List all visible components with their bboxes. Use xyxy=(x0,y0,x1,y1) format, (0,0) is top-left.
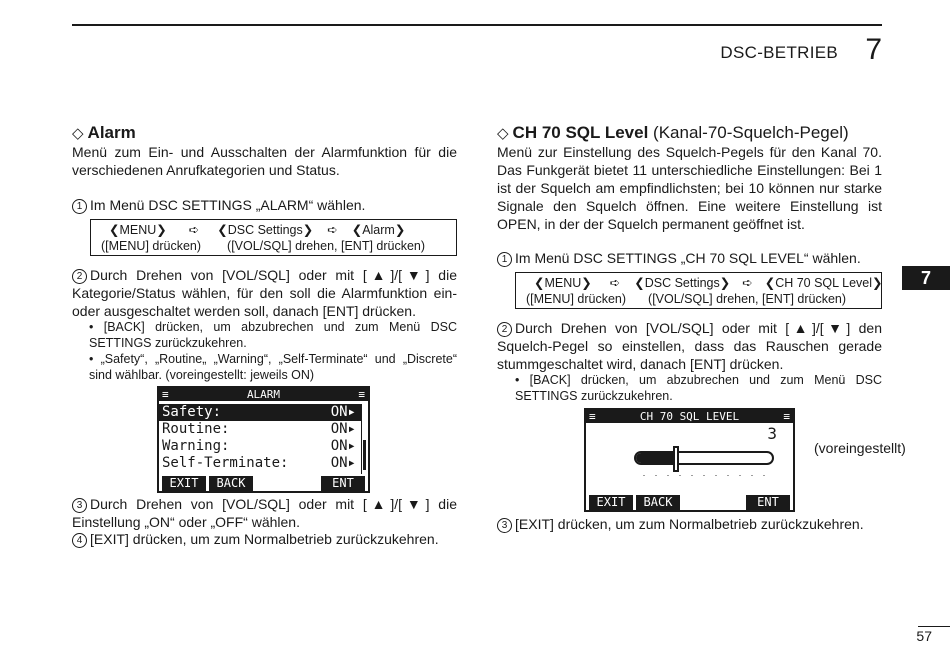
alarm-step-3 xyxy=(72,495,457,531)
alarm-menu-path xyxy=(90,219,457,256)
lcd-scrollbar[interactable] xyxy=(361,406,366,474)
arrow-icon: ➪ xyxy=(188,223,200,237)
arrow-icon: ➪ xyxy=(742,276,753,290)
alarm-lcd-screen xyxy=(157,386,370,493)
menu-path-actions xyxy=(99,238,450,254)
menu-action: ([MENU] drücken) xyxy=(101,239,202,253)
menu-path-keys xyxy=(99,222,450,238)
item-value: ON▸ xyxy=(330,404,356,420)
diamond-icon: ◇ xyxy=(497,125,509,142)
alarm-key: ❮Alarm❯ xyxy=(351,223,406,237)
dsc-settings-key: ❮DSC Settings❯ xyxy=(634,276,731,290)
sql-level-slider-track[interactable] xyxy=(634,451,774,465)
arrow-icon: ➪ xyxy=(327,223,338,237)
alarm-bullet-back: • [BACK] drücken, um abzubrechen und zum Menü DSC SETTINGS zurückzukehren. xyxy=(89,320,457,350)
menu-key: ❮MENU❯ xyxy=(534,276,592,290)
sql-level-heading-sub: (Kanal-70-Squelch-Pegel) xyxy=(653,123,849,142)
alarm-intro: Menü zum Ein- und Ausschalten der Alarmfunktion für die verschiedenen Anrufkategorien und Status. xyxy=(72,144,457,178)
lcd-softkeys xyxy=(159,476,368,491)
item-value: ON▸ xyxy=(330,455,356,471)
item-label: Warning: xyxy=(162,438,230,454)
lcd-item-self-terminate[interactable] xyxy=(159,455,362,472)
alarm-heading xyxy=(72,123,136,143)
item-label: Safety: xyxy=(162,404,222,420)
alarm-step-3-text: Durch Drehen von [VOL/SQL] oder mit [▲]/[▼] die Einstellung „ON“ oder „OFF“ wählen. xyxy=(72,496,457,530)
alarm-step-2-text: Durch Drehen von [VOL/SQL] oder mit [▲]/[▼] die Kategorie/Status wählen, für den soll die Alarmfunktion ein- oder ausgeschaltet werden soll, danach [ENT] drücken. xyxy=(72,267,457,319)
sql-step-1 xyxy=(497,249,882,267)
chapter-side-tab: 7 xyxy=(902,266,950,290)
sql-bullet-back: • [BACK] drücken, um abzubrechen und zum Menü DSC SETTINGS zurückzukehren. xyxy=(515,373,882,403)
header-rule xyxy=(72,24,882,26)
back-softkey[interactable]: BACK xyxy=(209,476,253,491)
step-number-1: 1 xyxy=(72,199,87,214)
lcd-title-bar xyxy=(159,388,368,401)
item-label: Self-Terminate: xyxy=(162,455,289,471)
alarm-step-1-text: Im Menü DSC SETTINGS „ALARM“ wählen. xyxy=(90,197,366,213)
sql-step-1-text: Im Menü DSC SETTINGS „CH 70 SQL LEVEL“ wählen. xyxy=(515,250,861,266)
lcd-item-list xyxy=(159,404,362,472)
sql-step-2-text: Durch Drehen von [VOL/SQL] oder mit [▲]/[▼] den Squelch-Pegel so einstellen, dass das Rauschen gerade stummgeschaltet wird, danach [ENT] drücken. xyxy=(497,320,882,372)
diamond-icon: ◇ xyxy=(72,125,84,142)
menu-lines-icon: ≡ xyxy=(589,410,596,423)
menu-action: ([MENU] drücken) xyxy=(526,292,627,306)
step-number-3: 3 xyxy=(72,498,87,513)
step-number-3: 3 xyxy=(497,518,512,533)
item-value: ON▸ xyxy=(330,438,356,454)
scrollbar-thumb[interactable] xyxy=(363,440,366,470)
menu-lines-icon: ≡ xyxy=(358,388,365,401)
lcd-item-warning[interactable] xyxy=(159,438,362,455)
dsc-settings-key: ❮DSC Settings❯ xyxy=(217,223,314,237)
settings-action: ([VOL/SQL] drehen, [ENT] drücken) xyxy=(227,239,426,253)
lcd-item-routine[interactable] xyxy=(159,421,362,438)
alarm-step-4 xyxy=(72,530,457,548)
exit-softkey[interactable]: EXIT xyxy=(162,476,206,491)
ch70-sql-key: ❮CH 70 SQL Level❯ xyxy=(764,276,883,290)
section-title: DSC-BETRIEB xyxy=(720,43,838,62)
page-number: 57 xyxy=(916,628,932,644)
footer-rule xyxy=(918,626,950,627)
step-number-4: 4 xyxy=(72,533,87,548)
step-number-2: 2 xyxy=(72,269,87,284)
alarm-step-2 xyxy=(72,266,457,320)
sql-step-3-text: [EXIT] drücken, um zum Normalbetrieb zurückzukehren. xyxy=(515,516,864,532)
lcd-title-bar xyxy=(586,410,793,423)
sql-level-value: 3 xyxy=(767,424,777,443)
menu-lines-icon: ≡ xyxy=(783,410,790,423)
alarm-heading-text: Alarm xyxy=(87,123,136,142)
lcd-title: ALARM xyxy=(246,388,281,401)
step-number-2: 2 xyxy=(497,322,512,337)
item-value: ON▸ xyxy=(330,421,356,437)
exit-softkey[interactable]: EXIT xyxy=(589,495,633,510)
sql-step-3 xyxy=(497,515,882,533)
ent-softkey[interactable]: ENT xyxy=(321,476,365,491)
sql-level-slider-fill xyxy=(636,453,678,463)
ent-softkey[interactable]: ENT xyxy=(746,495,790,510)
alarm-step-4-text: [EXIT] drücken, um zum Normalbetrieb zurückzukehren. xyxy=(90,531,439,547)
back-softkey[interactable]: BACK xyxy=(636,495,680,510)
arrow-icon: ➪ xyxy=(609,276,621,290)
lcd-title: CH 70 SQL LEVEL xyxy=(639,410,740,423)
sql-level-heading xyxy=(497,123,849,143)
alarm-step-1 xyxy=(72,196,457,214)
sql-menu-path xyxy=(515,272,882,309)
alarm-bullet-options: • „Safety“, „Routine„ „Warning“, „Self-Terminate“ und „Discrete“ sind wählbar. (voreingestellt: jeweils ON) xyxy=(89,352,457,382)
menu-lines-icon: ≡ xyxy=(162,388,169,401)
sql-level-intro: Menü zur Einstellung des Squelch-Pegels für den Kanal 70. Das Funkgerät bietet 11 unterschiedliche Einstellungen: Bei 1 ist der Squelch am empfindlichsten; bei 10 können nur starke Signale den Squelch öffnen. Eine weitere Einstellung ist OPEN, in der der Squelch permanent geöffnet ist. xyxy=(497,144,882,232)
item-label: Routine: xyxy=(162,421,230,437)
menu-path-keys xyxy=(524,275,883,291)
step-number-1: 1 xyxy=(497,252,512,267)
slider-tick-marks xyxy=(638,474,770,477)
menu-key: ❮MENU❯ xyxy=(109,223,167,237)
sql-level-lcd-screen xyxy=(584,408,795,512)
lcd-softkeys xyxy=(586,495,793,510)
chapter-number: 7 xyxy=(865,33,882,66)
lcd-item-safety[interactable] xyxy=(159,404,362,421)
menu-path-actions xyxy=(524,291,875,307)
settings-action: ([VOL/SQL] drehen, [ENT] drücken) xyxy=(648,292,847,306)
sql-step-2 xyxy=(497,319,882,373)
sql-level-slider-handle[interactable] xyxy=(673,446,679,472)
sql-level-heading-text: CH 70 SQL Level xyxy=(512,123,649,142)
default-setting-note: (voreingestellt) xyxy=(814,440,906,456)
